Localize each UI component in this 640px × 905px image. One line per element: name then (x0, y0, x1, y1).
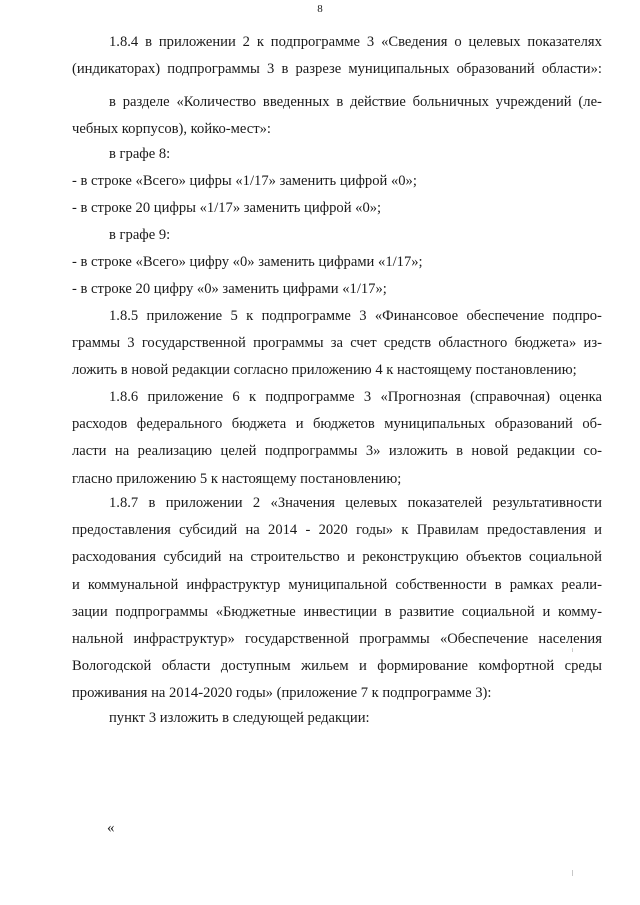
word: «Прогнозная (380, 389, 461, 405)
word: целевых (468, 34, 521, 50)
word: бюджетов (312, 416, 375, 433)
text-line (72, 438, 602, 465)
text-line (72, 29, 602, 56)
text-line (72, 384, 602, 411)
word: «Значения (270, 495, 335, 511)
text-line (72, 411, 602, 438)
word: социальной (529, 549, 602, 566)
word: населения (538, 631, 602, 648)
word: нальной (72, 631, 124, 648)
word: на (228, 549, 244, 566)
word: 1.8.7 (109, 495, 139, 511)
text-line: пункт 3 изложить в следующей редакции: (109, 710, 370, 726)
word: - (305, 522, 311, 539)
word: 3 (266, 61, 275, 78)
word: образований (494, 416, 573, 433)
word: в (336, 94, 344, 110)
word: подпрограмме (270, 34, 361, 50)
word: инвестиции (303, 603, 377, 620)
word: рамках (509, 576, 554, 593)
word: действие (350, 94, 406, 110)
word: 3 (363, 389, 372, 405)
paragraph-b10 (72, 384, 602, 493)
word: областного (438, 335, 508, 352)
word: в (456, 443, 463, 460)
word: расходования (72, 549, 156, 566)
paragraph-b1 (72, 29, 602, 83)
word: подпрограмме (265, 389, 355, 405)
word: средств (383, 335, 432, 352)
word: бюджета (231, 416, 287, 433)
text-line (72, 89, 602, 116)
page-number: 8 (317, 3, 323, 15)
word: 3 (127, 335, 135, 352)
word: 3» (365, 443, 381, 460)
word: целей (220, 443, 257, 460)
word: счет (350, 335, 377, 352)
word: к (246, 308, 254, 324)
text-line (72, 490, 602, 517)
word: предоставления (487, 522, 586, 539)
word: из- (583, 335, 602, 352)
word: показателях (527, 34, 602, 50)
word: 5 (230, 308, 238, 324)
word: новой (471, 443, 509, 460)
scan-edge-mark (572, 648, 573, 652)
word: подпрограммы (115, 603, 208, 620)
word: и (359, 658, 367, 675)
word: инфраструктур» (133, 631, 235, 648)
word: целевых (345, 495, 398, 511)
word: приложение (147, 389, 224, 405)
word: подпрограммы (167, 61, 260, 78)
word: результативности (492, 495, 602, 511)
text-line: - в строке 20 цифры «1/17» заменить цифрой «0»; (72, 200, 382, 216)
word: и (295, 416, 304, 433)
word: 1.8.4 (109, 34, 139, 50)
text-line (72, 330, 602, 357)
text-line (72, 599, 602, 626)
paragraph-b8 (72, 276, 602, 303)
paragraph-b12 (72, 705, 602, 732)
word: приложение (146, 308, 223, 324)
word: со- (583, 443, 602, 460)
paragraph-b9 (72, 303, 602, 385)
word: в (109, 94, 116, 110)
word: оценка (559, 389, 602, 405)
paragraph-b6 (72, 222, 602, 249)
word: Правилам (416, 522, 479, 539)
word: государственной (245, 631, 350, 648)
text-line (72, 626, 602, 653)
word: формирование (377, 658, 469, 675)
text-line: - в строке «Всего» цифру «0» заменить цифрами «1/17»; (72, 254, 423, 270)
word: разделе (122, 94, 170, 110)
paragraph-b11 (72, 490, 602, 708)
word: об- (582, 416, 602, 433)
word: 2020 (318, 522, 348, 539)
paragraph-b7 (72, 249, 602, 276)
word: субсидий (179, 522, 238, 539)
word: программы (359, 631, 430, 648)
text-line (72, 303, 602, 330)
word: и (72, 576, 80, 593)
text-line: чебных корпусов), койко-мест»: (72, 121, 271, 138)
word: коммунальной (87, 576, 179, 593)
word: муниципальной (288, 576, 388, 593)
word: реали- (561, 576, 602, 593)
word: 3 (366, 34, 375, 50)
word: ласти (72, 443, 107, 460)
word: государственной (141, 335, 246, 352)
word: и (594, 522, 602, 539)
word: больничных (412, 94, 489, 110)
word: развитие (399, 603, 455, 620)
word: доступным (220, 658, 291, 675)
text-line (72, 517, 602, 544)
word: (справочная) (470, 389, 550, 405)
word: изложить (388, 443, 448, 460)
word: предоставления (72, 522, 171, 539)
word: 1.8.5 (109, 308, 139, 324)
word: в (281, 61, 289, 78)
text-line (72, 572, 602, 599)
word: подпрограмме (261, 308, 351, 324)
word: за (330, 335, 343, 352)
word: Вологодской (72, 658, 152, 675)
text-line: в графе 9: (109, 227, 171, 243)
word: к (248, 389, 257, 405)
word: к (256, 34, 264, 50)
word: зации (72, 603, 108, 620)
word: к (401, 522, 409, 539)
word: «Сведения (381, 34, 448, 50)
text-line: гласно приложению 5 к настоящему постановлению; (72, 470, 402, 487)
text-line: - в строке 20 цифру «0» заменить цифрами «1/17»; (72, 281, 387, 297)
word: 2 (242, 34, 250, 50)
word: реконструкцию (362, 549, 459, 566)
word: 2014 (268, 522, 298, 539)
text-line: ложить в новой редакции согласно приложению 4 к настоящему постановлению; (72, 362, 577, 379)
word: расходов (72, 416, 128, 433)
word: области»: (541, 61, 602, 78)
word: комму- (557, 603, 602, 620)
text-line (72, 544, 602, 571)
word: подпрограммы (264, 443, 358, 460)
word: годы» (356, 522, 394, 539)
word: муниципальных (384, 416, 486, 433)
word: реализацию (137, 443, 213, 460)
paragraph-b3 (72, 141, 602, 168)
word: на (245, 522, 260, 539)
word: в (494, 576, 502, 593)
scan-edge-mark (572, 870, 573, 876)
text-line: - в строке «Всего» цифры «1/17» заменить цифрой «0»; (72, 173, 417, 189)
word: и (542, 603, 551, 620)
text-line: проживания на 2014-2020 годы» (приложение 7 к подпрограмме 3): (72, 685, 492, 702)
word: разрезе (295, 61, 342, 78)
word: «Финансовое (374, 308, 459, 324)
word: в (148, 495, 156, 511)
word: введенных (262, 94, 330, 110)
opening-quote-mark: « (107, 820, 115, 836)
word: подпро- (552, 308, 602, 324)
word: (ле- (578, 94, 602, 110)
text-line: в графе 8: (109, 146, 171, 162)
word: «Бюджетные (215, 603, 296, 620)
word: субсидий (163, 549, 222, 566)
word: инфраструктур (186, 576, 281, 593)
word: 2 (252, 495, 261, 511)
text-line (72, 653, 602, 680)
word: приложении (158, 34, 236, 50)
word: приложении (165, 495, 243, 511)
word: в (145, 34, 152, 50)
paragraph-b2 (72, 89, 602, 143)
word: (индикаторах) (72, 61, 161, 78)
word: строительство (250, 549, 340, 566)
paragraph-b5 (72, 195, 602, 222)
word: федерального (136, 416, 223, 433)
word: области (161, 658, 211, 675)
word: собственности (395, 576, 487, 593)
word: социальной (461, 603, 535, 620)
word: и (347, 549, 355, 566)
word: 1.8.6 (109, 389, 139, 405)
word: программы (253, 335, 324, 352)
word: редакции (516, 443, 575, 460)
word: комфортной (478, 658, 555, 675)
word: в (384, 603, 392, 620)
word: «Количество (176, 94, 257, 110)
word: граммы (72, 335, 121, 352)
word: среды (564, 658, 602, 675)
word: 6 (232, 389, 240, 405)
word: «Обеспечение (439, 631, 529, 648)
word: о (454, 34, 462, 50)
word: бюджета» (514, 335, 577, 352)
word: жильем (301, 658, 349, 675)
word: учреждений (495, 94, 572, 110)
word: на (114, 443, 130, 460)
word: обеспечение (466, 308, 545, 324)
word: муниципальных (348, 61, 450, 78)
text-line (72, 56, 602, 83)
word: образований (456, 61, 535, 78)
paragraph-b4 (72, 168, 602, 195)
word: показателей (407, 495, 483, 511)
word: 3 (359, 308, 367, 324)
word: объектов (466, 549, 522, 566)
